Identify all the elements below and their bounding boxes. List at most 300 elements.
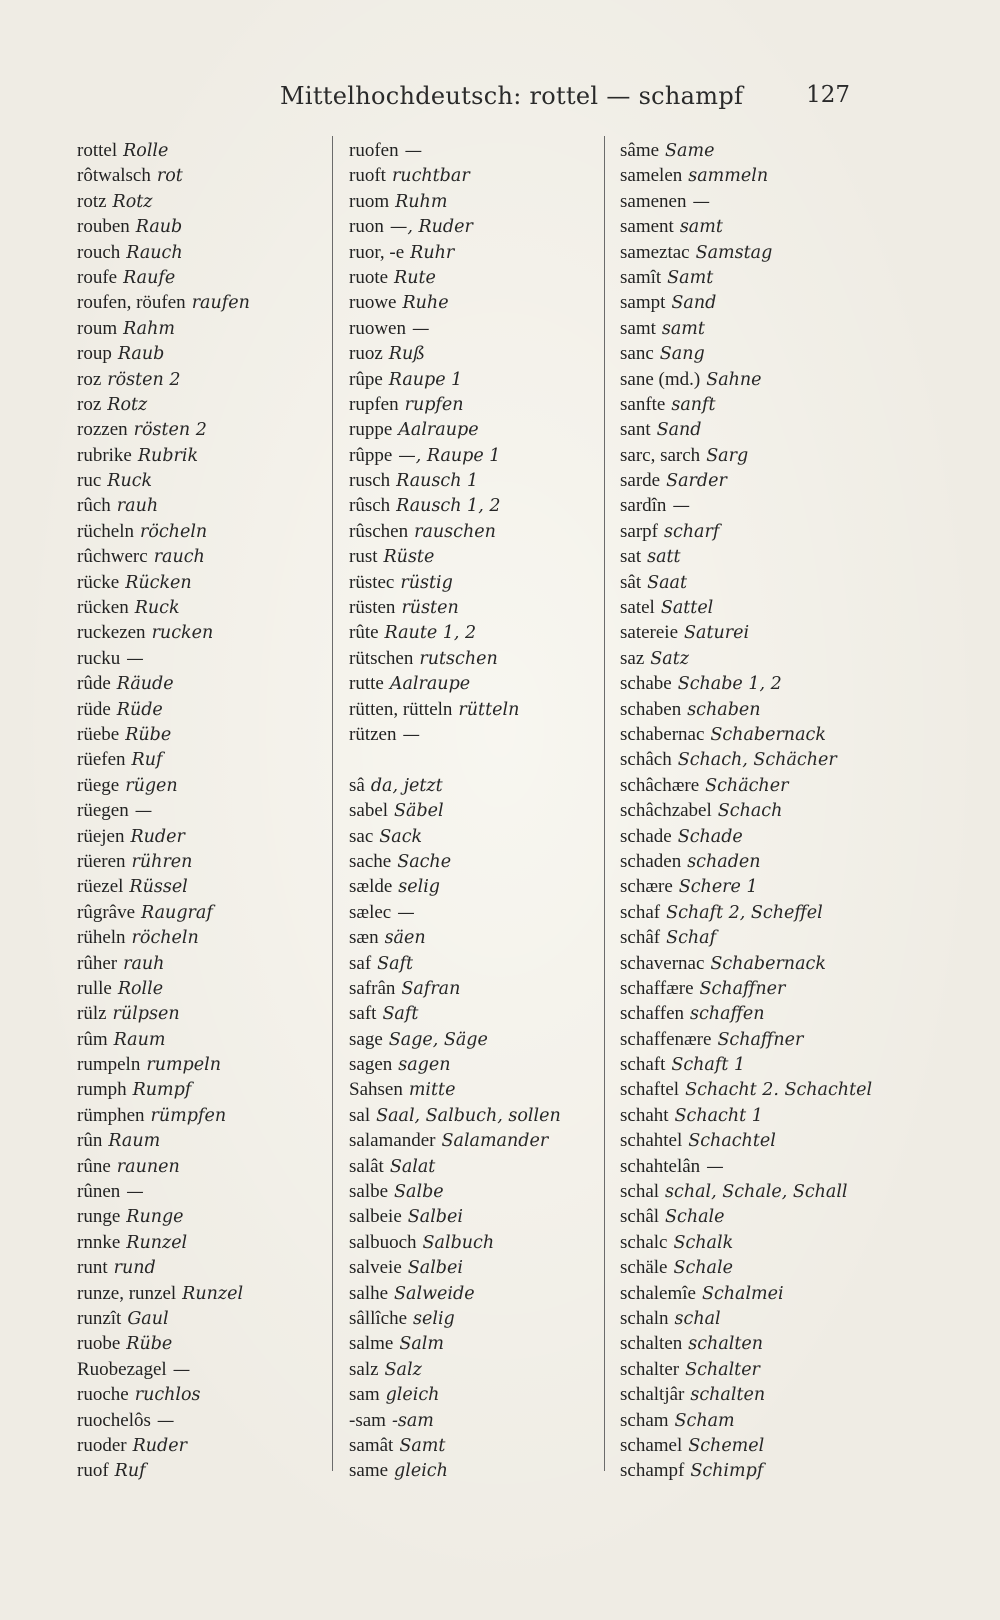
dictionary-entry bbox=[349, 1001, 611, 1026]
dictionary-entry bbox=[349, 1331, 611, 1356]
dictionary-entry bbox=[77, 595, 339, 620]
dictionary-entry bbox=[620, 417, 882, 442]
entry-headword: rüstec bbox=[349, 571, 395, 593]
dictionary-entry bbox=[349, 519, 611, 544]
entry-headword: sælec bbox=[349, 901, 392, 923]
entry-headword: sâllîche bbox=[349, 1307, 408, 1329]
dictionary-entry bbox=[77, 747, 339, 772]
entry-equivalent: Samt bbox=[399, 1435, 446, 1456]
entry-equivalent: Schächer bbox=[705, 775, 789, 796]
entry-equivalent: Saturei bbox=[684, 623, 750, 644]
entry-equivalent: Schaft 1 bbox=[671, 1055, 746, 1076]
dictionary-entry bbox=[77, 1281, 339, 1306]
entry-equivalent: Ruck bbox=[107, 471, 153, 492]
entry-headword: ruppe bbox=[349, 419, 393, 441]
dictionary-entry bbox=[620, 341, 882, 366]
entry-equivalent: rülpsen bbox=[112, 1004, 180, 1025]
entry-headword: satel bbox=[620, 597, 655, 619]
entry-headword: sane (md.) bbox=[620, 368, 701, 390]
entry-equivalent: röcheln bbox=[139, 521, 208, 542]
dictionary-entry bbox=[349, 214, 611, 239]
entry-equivalent: rauch bbox=[153, 547, 205, 568]
dictionary-entry bbox=[77, 1433, 339, 1458]
entry-headword: rüebe bbox=[77, 723, 120, 745]
entry-headword: rücke bbox=[77, 571, 120, 593]
dictionary-entry bbox=[349, 798, 611, 823]
entry-equivalent: rauh bbox=[123, 953, 165, 974]
dictionary-entry bbox=[77, 976, 339, 1001]
entry-headword: runt bbox=[77, 1257, 108, 1279]
entry-equivalent: rumpeln bbox=[146, 1055, 221, 1076]
dictionary-entry bbox=[77, 468, 339, 493]
entry-equivalent: Rübe bbox=[125, 724, 172, 745]
dictionary-entry bbox=[620, 367, 882, 392]
entry-equivalent: -sam bbox=[391, 1410, 434, 1431]
entry-equivalent: Salbei bbox=[407, 1258, 463, 1279]
entry-equivalent: Ruhr bbox=[410, 242, 455, 263]
entry-equivalent: Sand bbox=[671, 293, 717, 314]
dictionary-entry bbox=[620, 1433, 882, 1458]
entry-equivalent: Raum bbox=[113, 1029, 166, 1050]
dictionary-entry bbox=[77, 874, 339, 899]
entry-equivalent: scharf bbox=[663, 521, 720, 542]
entry-headword: sarc, sarch bbox=[620, 444, 701, 466]
entry-headword: rûde bbox=[77, 673, 111, 695]
entry-equivalent: selig bbox=[413, 1308, 455, 1329]
entry-headword: sardîn bbox=[620, 495, 667, 517]
entry-equivalent: gleich bbox=[385, 1385, 440, 1406]
entry-equivalent: säen bbox=[384, 928, 426, 949]
entry-headword: ruowen bbox=[349, 317, 406, 339]
entry-equivalent: Rücken bbox=[125, 572, 192, 593]
entry-headword: ruoz bbox=[349, 343, 383, 365]
entry-equivalent: rösten 2 bbox=[107, 369, 181, 390]
entry-headword: schære bbox=[620, 876, 673, 898]
entry-equivalent: rösten 2 bbox=[133, 420, 207, 441]
dictionary-entry bbox=[349, 392, 611, 417]
entry-headword: rûchwerc bbox=[77, 546, 148, 568]
entry-equivalent: Schale bbox=[673, 1258, 733, 1279]
entry-headword: salveie bbox=[349, 1257, 402, 1279]
entry-headword: roufen, röufen bbox=[77, 292, 186, 314]
entry-equivalent: Schalter bbox=[685, 1359, 760, 1380]
entry-equivalent: Raugraf bbox=[141, 902, 213, 923]
column-divider bbox=[604, 136, 605, 1471]
column-middle bbox=[349, 138, 611, 1484]
entry-headword: sabel bbox=[349, 800, 389, 822]
entry-equivalent: ruchtbar bbox=[391, 166, 470, 187]
entry-equivalent: Rotz bbox=[107, 394, 148, 415]
entry-headword: ruon bbox=[349, 216, 384, 238]
entry-equivalent: Schaf bbox=[666, 928, 717, 949]
entry-equivalent: Saft bbox=[382, 1004, 419, 1025]
entry-equivalent: Runzel bbox=[126, 1232, 188, 1253]
entry-equivalent: Aalraupe bbox=[389, 674, 471, 695]
dictionary-entry bbox=[349, 925, 611, 950]
dictionary-entry bbox=[349, 900, 611, 925]
entry-equivalent: Raub bbox=[135, 217, 183, 238]
entry-equivalent: Schacht 1 bbox=[674, 1105, 763, 1126]
entry-equivalent: —, Raupe 1 bbox=[398, 445, 501, 466]
entry-equivalent: Salbuch bbox=[422, 1232, 495, 1253]
dictionary-entry bbox=[349, 1408, 611, 1433]
dictionary-entry bbox=[620, 722, 882, 747]
entry-equivalent: Schach bbox=[717, 801, 783, 822]
dictionary-entry bbox=[77, 290, 339, 315]
entry-headword: schalter bbox=[620, 1358, 680, 1380]
entry-equivalent: Ruß bbox=[388, 344, 425, 365]
entry-equivalent: Ruhe bbox=[402, 293, 449, 314]
entry-headword: rûm bbox=[77, 1028, 108, 1050]
entry-headword: sant bbox=[620, 419, 651, 441]
dictionary-entry bbox=[620, 1230, 882, 1255]
dictionary-entry bbox=[620, 189, 882, 214]
dictionary-entry bbox=[620, 595, 882, 620]
entry-headword: satereie bbox=[620, 622, 679, 644]
entry-equivalent: schaden bbox=[687, 851, 761, 872]
dictionary-entry bbox=[349, 620, 611, 645]
entry-headword: rûher bbox=[77, 952, 118, 974]
dictionary-entry bbox=[620, 1077, 882, 1102]
dictionary-entry bbox=[620, 1357, 882, 1382]
entry-equivalent: — bbox=[706, 1156, 724, 1177]
entry-equivalent: Salat bbox=[389, 1156, 436, 1177]
dictionary-entry bbox=[620, 1204, 882, 1229]
entry-equivalent: ruchlos bbox=[134, 1385, 201, 1406]
dictionary-entry bbox=[349, 1458, 611, 1483]
page-title: Mittelhochdeutsch: rottel — schampf bbox=[280, 82, 744, 110]
entry-headword: ruoft bbox=[349, 165, 386, 187]
dictionary-entry bbox=[77, 1382, 339, 1407]
entry-equivalent: schalten bbox=[688, 1334, 764, 1355]
dictionary-entry bbox=[620, 544, 882, 569]
entry-headword: rûschen bbox=[349, 520, 409, 542]
dictionary-entry bbox=[620, 824, 882, 849]
entry-equivalent: — bbox=[172, 1359, 191, 1380]
entry-headword: rouben bbox=[77, 216, 130, 238]
dictionary-entry bbox=[349, 595, 611, 620]
entry-equivalent: Schale bbox=[665, 1207, 725, 1228]
entry-equivalent: Raub bbox=[117, 344, 165, 365]
entry-equivalent: Schere 1 bbox=[678, 877, 758, 898]
entry-headword: -sam bbox=[349, 1409, 386, 1431]
entry-headword: scham bbox=[620, 1409, 669, 1431]
dictionary-entry bbox=[349, 1204, 611, 1229]
entry-equivalent: rucken bbox=[151, 623, 214, 644]
column-divider bbox=[332, 136, 333, 1471]
entry-headword: schâf bbox=[620, 927, 661, 949]
dictionary-entry bbox=[620, 1179, 882, 1204]
entry-headword: rotz bbox=[77, 190, 107, 212]
entry-headword: salme bbox=[349, 1333, 394, 1355]
entry-equivalent: Schacht 2. Schachtel bbox=[685, 1080, 873, 1101]
entry-equivalent: gleich bbox=[394, 1461, 448, 1482]
entry-headword: runze, runzel bbox=[77, 1282, 177, 1304]
dictionary-entry bbox=[349, 265, 611, 290]
entry-equivalent: Säbel bbox=[394, 801, 444, 822]
entry-equivalent: Ruf bbox=[131, 750, 163, 771]
entry-headword: rûch bbox=[77, 495, 111, 517]
dictionary-entry bbox=[349, 189, 611, 214]
entry-equivalent: Schaffner bbox=[699, 978, 786, 999]
dictionary-entry bbox=[77, 189, 339, 214]
dictionary-entry bbox=[349, 874, 611, 899]
entry-equivalent: röcheln bbox=[131, 928, 199, 949]
entry-equivalent: Schachtel bbox=[688, 1131, 776, 1152]
entry-equivalent: Salamander bbox=[441, 1131, 549, 1152]
entry-headword: schaf bbox=[620, 901, 661, 923]
entry-headword: rubrike bbox=[77, 444, 132, 466]
entry-equivalent: Saft bbox=[377, 953, 414, 974]
entry-equivalent: Sack bbox=[379, 826, 423, 847]
entry-equivalent: rot bbox=[156, 166, 183, 187]
entry-headword: runge bbox=[77, 1206, 121, 1228]
dictionary-entry bbox=[77, 1204, 339, 1229]
entry-equivalent: Salz bbox=[384, 1359, 422, 1380]
entry-headword: schaffære bbox=[620, 977, 694, 999]
entry-headword: rûgrâve bbox=[77, 901, 136, 923]
dictionary-entry bbox=[349, 290, 611, 315]
entry-headword: sanfte bbox=[620, 393, 666, 415]
entry-headword: rûpe bbox=[349, 368, 383, 390]
entry-equivalent: rund bbox=[113, 1258, 156, 1279]
dictionary-entry bbox=[620, 849, 882, 874]
dictionary-entry bbox=[349, 1077, 611, 1102]
entry-equivalent: Schabe 1, 2 bbox=[677, 674, 782, 695]
dictionary-entry bbox=[349, 443, 611, 468]
entry-headword: schaft bbox=[620, 1054, 666, 1076]
entry-equivalent: Salbei bbox=[407, 1207, 463, 1228]
entry-headword: sâme bbox=[620, 140, 660, 161]
dictionary-entry bbox=[349, 951, 611, 976]
dictionary-entry bbox=[77, 417, 339, 442]
dictionary-entry bbox=[77, 849, 339, 874]
entry-headword: rüezel bbox=[77, 876, 124, 898]
entry-equivalent: rauschen bbox=[414, 521, 496, 542]
running-header bbox=[0, 82, 1000, 122]
entry-equivalent: Samstag bbox=[695, 242, 773, 263]
dictionary-entry bbox=[349, 1154, 611, 1179]
entry-headword: schaffenære bbox=[620, 1028, 712, 1050]
entry-headword: rütten, rütteln bbox=[349, 698, 453, 720]
dictionary-entry bbox=[77, 519, 339, 544]
entry-equivalent: Sarg bbox=[706, 445, 749, 466]
dictionary-entry bbox=[349, 1281, 611, 1306]
entry-equivalent: Ruck bbox=[134, 598, 180, 619]
dictionary-entry bbox=[349, 493, 611, 518]
dictionary-entry bbox=[77, 316, 339, 341]
dictionary-entry bbox=[620, 392, 882, 417]
dictionary-entry bbox=[620, 925, 882, 950]
entry-equivalent: rauh bbox=[116, 496, 159, 517]
entry-headword: rupfen bbox=[349, 393, 399, 415]
dictionary-entry bbox=[620, 1052, 882, 1077]
dictionary-entry bbox=[77, 925, 339, 950]
entry-equivalent: raufen bbox=[191, 293, 250, 314]
dictionary-entry bbox=[620, 1103, 882, 1128]
dictionary-entry bbox=[620, 1306, 882, 1331]
dictionary-entry bbox=[349, 1052, 611, 1077]
entry-equivalent: — bbox=[692, 191, 710, 212]
dictionary-entry bbox=[620, 1382, 882, 1407]
dictionary-entry bbox=[77, 1230, 339, 1255]
entry-equivalent: Rübe bbox=[126, 1334, 173, 1355]
dictionary-entry bbox=[77, 1077, 339, 1102]
entry-equivalent: rüsten bbox=[401, 598, 459, 619]
entry-equivalent: Salm bbox=[399, 1334, 444, 1355]
entry-equivalent: Saat bbox=[647, 572, 687, 593]
dictionary-entry bbox=[77, 1408, 339, 1433]
entry-equivalent: Gaul bbox=[127, 1308, 169, 1329]
entry-headword: sal bbox=[349, 1104, 371, 1126]
entry-headword: schäle bbox=[620, 1257, 668, 1279]
entry-headword: schalc bbox=[620, 1231, 668, 1253]
dictionary-entry bbox=[620, 519, 882, 544]
entry-headword: schaffen bbox=[620, 1003, 685, 1025]
entry-equivalent: Rumpf bbox=[132, 1080, 192, 1101]
entry-equivalent: Schaffner bbox=[717, 1029, 804, 1050]
dictionary-entry bbox=[349, 240, 611, 265]
entry-headword: sæn bbox=[349, 927, 379, 949]
entry-equivalent: Räude bbox=[116, 674, 174, 695]
entry-headword: ruofen bbox=[349, 140, 399, 161]
entry-headword: rûppe bbox=[349, 444, 393, 466]
dictionary-entry bbox=[620, 316, 882, 341]
entry-equivalent: Rolle bbox=[123, 141, 169, 161]
entry-headword: sac bbox=[349, 825, 374, 847]
entry-equivalent: selig bbox=[398, 877, 441, 898]
entry-headword: schamel bbox=[620, 1434, 683, 1456]
dictionary-entry bbox=[77, 1179, 339, 1204]
dictionary-entry bbox=[620, 874, 882, 899]
dictionary-entry bbox=[77, 544, 339, 569]
entry-headword: ruochelôs bbox=[77, 1409, 151, 1431]
entry-equivalent: satt bbox=[647, 547, 681, 568]
entry-equivalent: schal, Schale, Schall bbox=[665, 1182, 848, 1203]
entry-headword: ruor, -e bbox=[349, 241, 405, 263]
dictionary-entry bbox=[77, 392, 339, 417]
entry-equivalent: Sand bbox=[656, 420, 702, 441]
dictionary-entry bbox=[620, 214, 882, 239]
entry-equivalent: Ruder bbox=[132, 1435, 187, 1456]
entry-headword: rumph bbox=[77, 1079, 127, 1101]
dictionary-entry bbox=[620, 798, 882, 823]
dictionary-entry bbox=[349, 1179, 611, 1204]
dictionary-entry bbox=[77, 1154, 339, 1179]
entry-headword: schaltjâr bbox=[620, 1384, 685, 1406]
entry-headword: rutte bbox=[349, 673, 384, 695]
dictionary-entry bbox=[620, 1001, 882, 1026]
dictionary-entry bbox=[620, 697, 882, 722]
dictionary-entry bbox=[620, 900, 882, 925]
dictionary-entry bbox=[77, 493, 339, 518]
entry-headword: sanc bbox=[620, 343, 654, 365]
entry-headword: samenen bbox=[620, 190, 687, 212]
dictionary-entry bbox=[349, 773, 611, 798]
entry-headword: ruote bbox=[349, 266, 389, 288]
entry-headword: Sahsen bbox=[349, 1079, 403, 1101]
entry-equivalent: rupfen bbox=[404, 394, 464, 415]
dictionary-entry bbox=[620, 671, 882, 696]
entry-equivalent: Rausch 1 bbox=[396, 471, 479, 492]
entry-headword: rucku bbox=[77, 647, 121, 669]
entry-headword: salamander bbox=[349, 1130, 436, 1152]
entry-headword: sagen bbox=[349, 1054, 393, 1076]
entry-headword: runzît bbox=[77, 1307, 122, 1329]
entry-headword: schaht bbox=[620, 1104, 669, 1126]
entry-equivalent: Rausch 1, 2 bbox=[396, 496, 501, 517]
dictionary-entry bbox=[349, 367, 611, 392]
entry-headword: samt bbox=[620, 317, 656, 339]
dictionary-entry bbox=[349, 570, 611, 595]
entry-equivalent: Salbe bbox=[394, 1182, 444, 1203]
entry-headword: sameztac bbox=[620, 241, 690, 263]
dictionary-entry bbox=[620, 468, 882, 493]
dictionary-entry bbox=[77, 163, 339, 188]
entry-equivalent: Schemel bbox=[688, 1435, 765, 1456]
entry-headword: salhe bbox=[349, 1282, 389, 1304]
dictionary-entry bbox=[620, 240, 882, 265]
dictionary-entry bbox=[77, 824, 339, 849]
dictionary-entry bbox=[349, 1255, 611, 1280]
entry-equivalent: Aalraupe bbox=[398, 420, 479, 441]
entry-headword: sam bbox=[349, 1384, 380, 1406]
dictionary-entry bbox=[620, 976, 882, 1001]
entry-equivalent: Rotz bbox=[112, 191, 153, 212]
dictionary-entry bbox=[77, 1331, 339, 1356]
entry-headword: schal bbox=[620, 1181, 660, 1203]
entry-headword: schâch bbox=[620, 749, 672, 771]
dictionary-entry bbox=[349, 341, 611, 366]
dictionary-entry bbox=[77, 1128, 339, 1153]
dictionary-entry bbox=[77, 951, 339, 976]
dictionary-entry bbox=[77, 671, 339, 696]
entry-headword: sât bbox=[620, 571, 642, 593]
dictionary-entry bbox=[77, 138, 339, 163]
dictionary-entry bbox=[77, 1306, 339, 1331]
dictionary-entry bbox=[620, 1458, 882, 1483]
entry-headword: salz bbox=[349, 1358, 379, 1380]
entry-headword: schampf bbox=[620, 1460, 685, 1482]
entry-equivalent: Schade bbox=[677, 826, 743, 847]
entry-equivalent: Rahm bbox=[123, 318, 175, 339]
entry-equivalent: Rüste bbox=[383, 547, 435, 568]
dictionary-entry bbox=[77, 773, 339, 798]
entry-headword: rumpeln bbox=[77, 1054, 141, 1076]
entry-headword: rozzen bbox=[77, 419, 128, 441]
dictionary-entry bbox=[620, 1408, 882, 1433]
entry-headword: rûsch bbox=[349, 495, 391, 517]
entry-equivalent: — bbox=[126, 648, 144, 669]
entry-headword: schabernac bbox=[620, 723, 705, 745]
entry-equivalent: Rubrik bbox=[137, 445, 199, 466]
entry-equivalent: Schalk bbox=[673, 1232, 734, 1253]
entry-equivalent: schaffen bbox=[690, 1004, 765, 1025]
entry-headword: rüege bbox=[77, 774, 120, 796]
entry-headword: rüheln bbox=[77, 927, 126, 949]
entry-headword: rüefen bbox=[77, 749, 126, 771]
dictionary-entry bbox=[620, 493, 882, 518]
entry-equivalent: Ruf bbox=[114, 1461, 146, 1482]
dictionary-entry bbox=[77, 367, 339, 392]
entry-headword: ruof bbox=[77, 1460, 109, 1482]
entry-headword: rümphen bbox=[77, 1104, 145, 1126]
entry-equivalent: Schimpf bbox=[690, 1461, 764, 1482]
entry-headword: sampt bbox=[620, 292, 666, 314]
entry-equivalent: Rute bbox=[394, 267, 436, 288]
dictionary-entry bbox=[77, 214, 339, 239]
dictionary-entry bbox=[77, 798, 339, 823]
